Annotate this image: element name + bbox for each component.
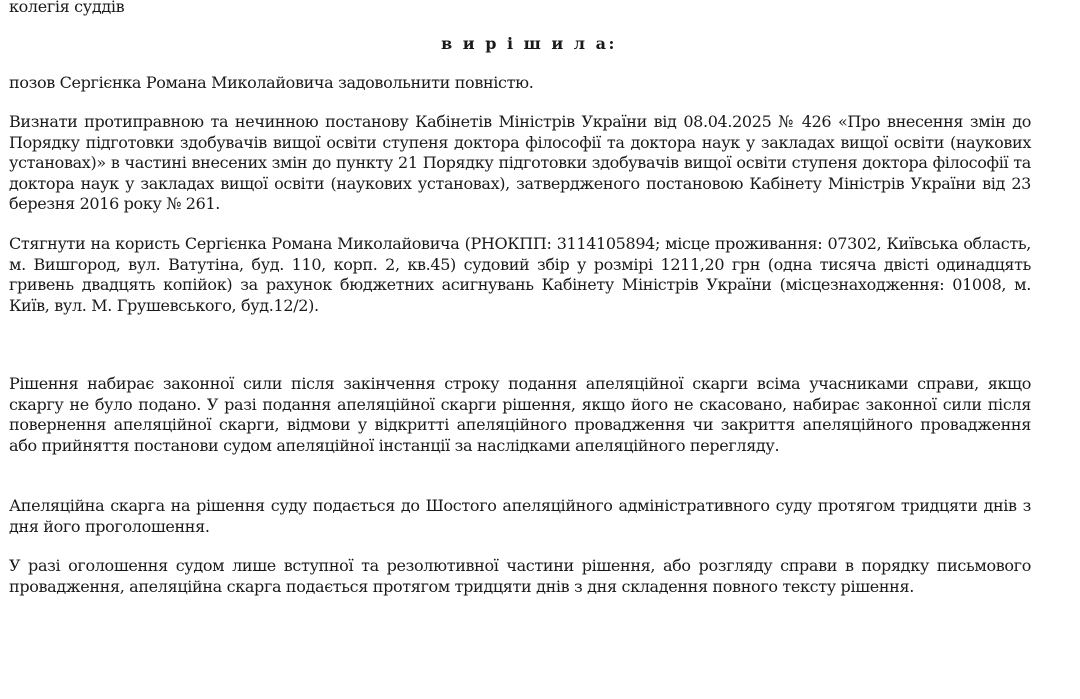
- paragraph-entry-into-force: Рішення набирає законної сили після закінчення строку подання апеляційної скарги всіма учасниками справи, якщо скаргу не було подано. У разі подання апеляційної скарги рішення, якщо його не скасовано, набирає законної сили після повернення апеляційної скарги, відмови у відкритті апеляційного провадження чи закриття апеляційного провадження або прийняття постанови судом апеляційної інстанції за наслідками апеляційного перегляду.: [9, 374, 1031, 455]
- paragraph-court-fee-recovery: Стягнути на користь Сергієнка Романа Миколайовича (РНОКПП: 3114105894; місце проживання: 07302, Київська область, м. Вишгород, вул. Ватутіна, буд. 110, корп. 2, кв.45) судовий збір у розмірі 1211,20 грн (одна тисяча двісті одинадцять гривень двадцять копійок) за рахунок бюджетних асигнувань Кабінету Міністрів України (місцезнаходження: 01008, м. Київ, вул. М. Грушевського, буд.12/2).: [9, 234, 1031, 315]
- paragraph-appeal-court: Апеляційна скарга на рішення суду подається до Шостого апеляційного адміністративного суду протягом тридцяти днів з дня його проголошення.: [9, 496, 1031, 536]
- decision-heading: в и р і ш и л а:: [441, 34, 617, 53]
- paragraph-claim-granted: позов Сергієнка Романа Миколайовича задовольнити повністю.: [9, 73, 534, 92]
- paragraph-appeal-deadline: У разі оголошення судом лише вступної та резолютивної частини рішення, або розгляду справи в порядку письмового провадження, апеляційна скарга подається протягом тридцяти днів з дня складення повного тексту рішення.: [9, 556, 1031, 596]
- panel-label: колегія суддів: [9, 0, 125, 16]
- paragraph-resolution-unlawful: Визнати протиправною та нечинною постанову Кабінетів Міністрів України від 08.04.2025 № 426 «Про внесення змін до Порядку підготовки здобувачів вищої освіти ступеня доктора філософії та доктора наук у закладах вищої освіти (наукових установах)» в частині внесених змін до пункту 21 Порядку підготовки здобувачів вищої освіти ступеня доктора філософії та доктора наук у закладах вищої освіти (наукових установах), затвердженого постановою Кабінету Міністрів України від 23 березня 2016 року № 261.: [9, 112, 1031, 214]
